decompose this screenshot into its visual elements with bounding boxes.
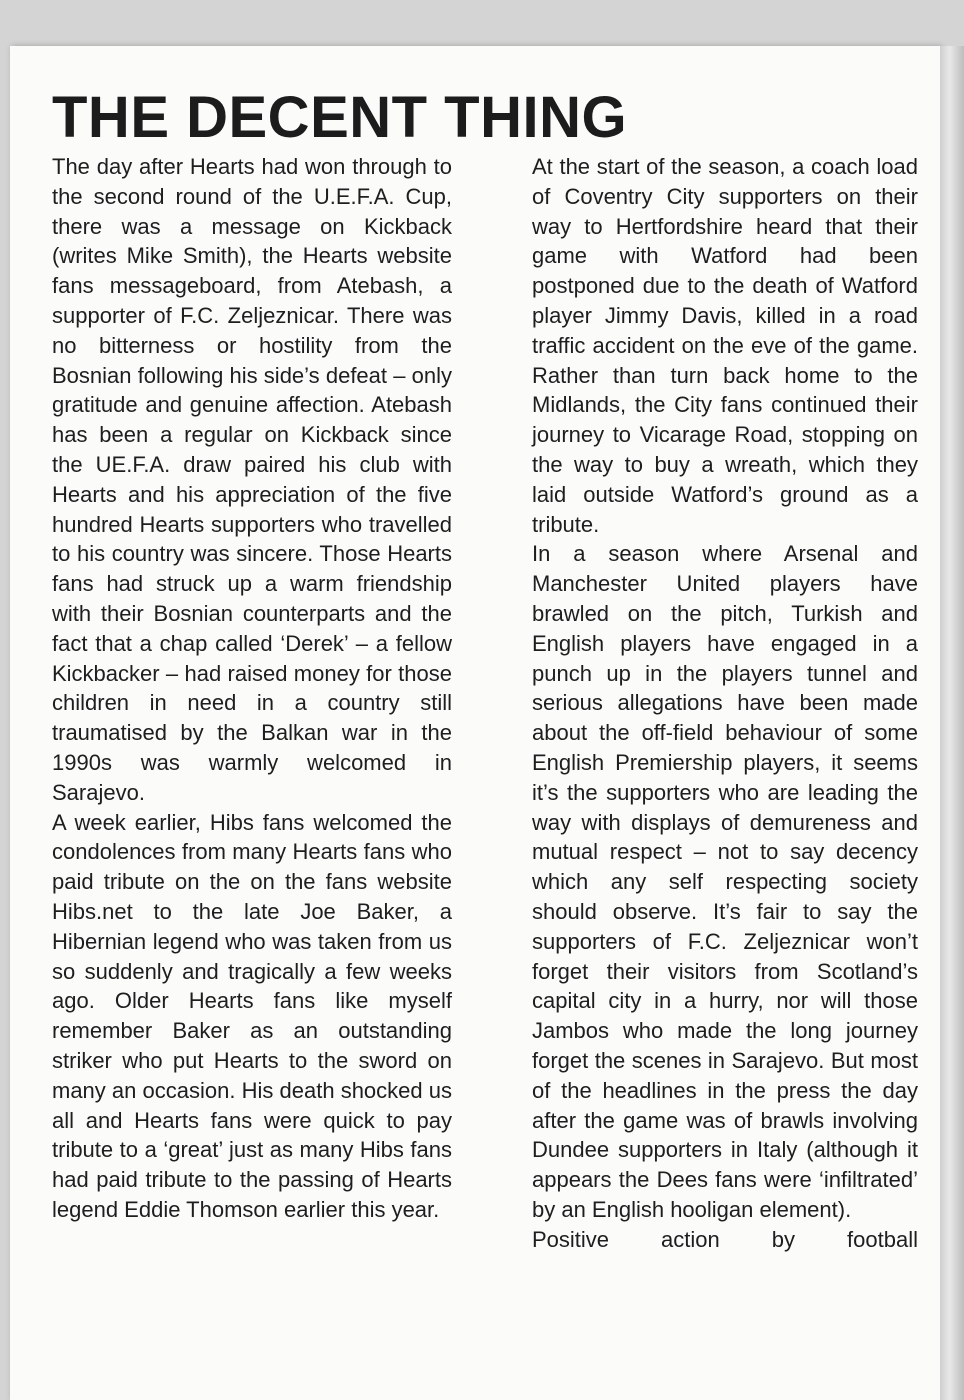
article-title: THE DECENT THING [52,85,628,150]
paragraph-kickback-message: The day after Hearts had won through to the second round of the U.E.F.A. Cup, there was a message on Kickback (writes Mike Smith), the Hearts website fans messageboard, from Atebash, a supporter of F.C. Zeljeznicar. There was no bitterness or hostility from the Bosnian following his side’s defeat – only gratitude and genuine affection. Atebash has been a regular on Kickback since the UE.F.A. draw paired his club with Hearts and his appreciation of the five hundred Hearts supporters who travelled to his country was sincere. Those Hearts fans had struck up a warm friendship with their Bosnian counterparts and the fact that a chap called ‘Derek’ – a fellow Kickbacker – had raised money for those children in need in a country still traumatised by the Balkan war in the 1990s was warmly welcomed in Sarajevo. [52,154,452,805]
right-column [532,152,918,1254]
paragraph-coventry-supporters: At the start of the season, a coach load of Coventry City supporters on their way to Hertfordshire heard that their game with Watford had been postponed due to the death of Watford player Jimmy Davis, killed in a road traffic accident on the eve of the game. Rather than turn back home to the Midlands, the City fans continued their journey to Vicarage Road, stopping on the way to buy a wreath, which they laid outside Watford’s ground as a tribute. [532,154,918,537]
left-column [52,152,452,1225]
paragraph-positive-action: Positive action by football [532,1226,918,1252]
paragraph-season-behaviour: In a season where Arsenal and Manchester United players have brawled on the pitch, Turkish and English players have engaged in a punch up in the players tunnel and serious allegations have been made about the off-field behaviour of some English Premiership players, it seems it’s the supporters who are leading the way with displays of demureness and mutual respect – not to say decency which any self respecting society should observe. It’s fair to say the supporters of F.C. Zeljeznicar won’t forget their visitors from Scotland’s capital city in a hurry, nor will those Jambos who made the long journey forget the scenes in Sarajevo. But most of the headlines in the press the day after the game was of brawls involving Dundee supporters in Italy (although it appears the Dees fans were ‘infiltrated’ by an English hooligan element). [532,541,918,1222]
page-binding-edge [940,46,964,1400]
paragraph-hibs-condolences: A week earlier, Hibs fans welcomed the condolences from many Hearts fans who paid tribute on the on the fans website Hibs.net to the late Joe Baker, a Hibernian legend who was taken from us so suddenly and tragically a few weeks ago. Older Hearts fans like myself remember Baker as an outstanding striker who put Hearts to the sword on many an occasion. His death shocked us all and Hearts fans were quick to pay tribute to a ‘great’ just as many Hibs fans had paid tribute to the passing of Hearts legend Eddie Thomson earlier this year. [52,809,452,1222]
